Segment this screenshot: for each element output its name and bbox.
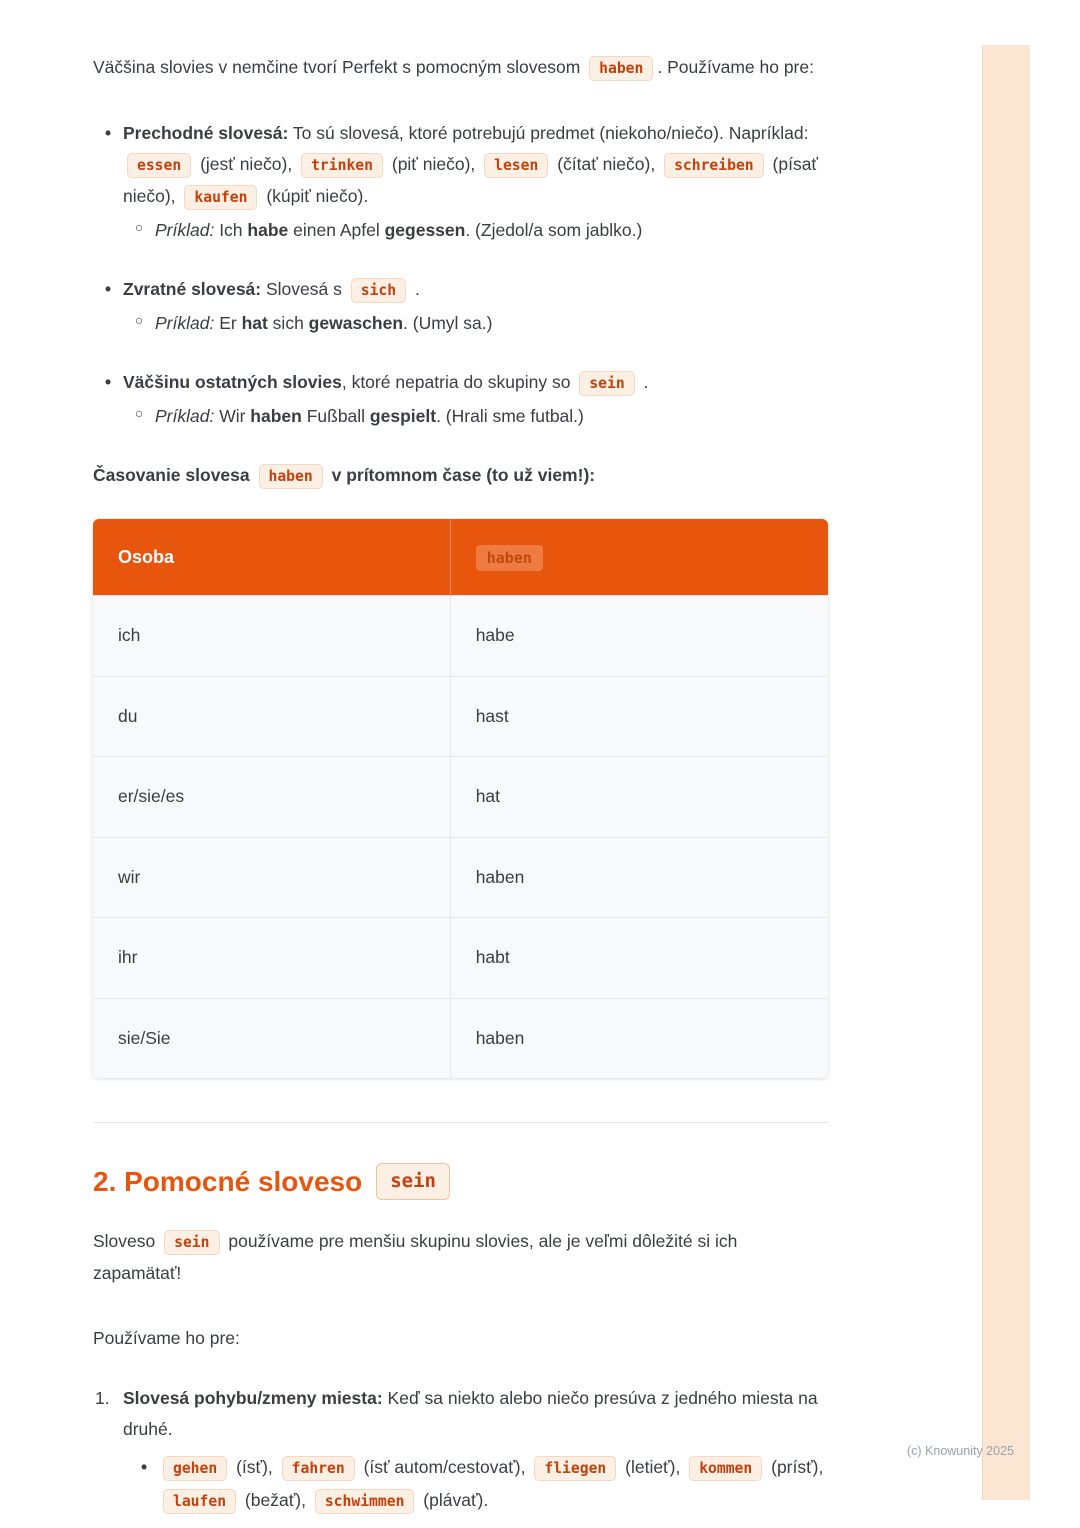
conjugation-table-wrap: [93, 519, 828, 1078]
verb-cell: haben: [450, 837, 828, 918]
table-row: [93, 918, 828, 999]
list-item: [93, 1383, 828, 1518]
code-badge: laufen: [163, 1489, 236, 1514]
sein-intro-paragraph: Sloveso sein používame pre menšiu skupinu slovies, ale je veľmi dôležité si ich zapamätať!: [93, 1231, 738, 1283]
code-badge: essen: [127, 153, 191, 178]
list-number: 1.: [95, 1387, 110, 1408]
list-item: [93, 367, 828, 433]
copyright-note: (c) Knowunity 2025: [906, 1444, 1014, 1458]
verb-cell: habt: [450, 918, 828, 999]
haben-usage-list: [93, 118, 828, 433]
verbs-sublist: [123, 1451, 828, 1518]
person-cell: du: [93, 676, 450, 757]
section-2-heading: [93, 1163, 828, 1200]
code-badge: schreiben: [664, 153, 764, 178]
code-badge: gehen: [163, 1456, 227, 1481]
list-item-text: • Zvratné slovesá: Slovesá s sich .: [123, 274, 828, 306]
verb-cell: habe: [450, 596, 828, 677]
code-badge: trinken: [301, 153, 383, 178]
code-badge: fahren: [282, 1456, 355, 1481]
usage-lead-paragraph: Používame ho pre:: [93, 1328, 240, 1349]
code-badge: sich: [351, 278, 406, 303]
list-item-text: Slovesá pohybu/zmeny miesta: Keď sa niekto alebo niečo presúva z jedného miesta na druhé.: [123, 1387, 818, 1440]
person-cell: ich: [93, 596, 450, 677]
list-item-text: • Prechodné slovesá: To sú slovesá, ktoré potrebujú predmet (niekoho/niečo). Napríklad: essen (jesť niečo), trinken (piť niečo), lesen (čítať niečo), schreiben (písať niečo), kaufen (kúpiť niečo).: [123, 118, 828, 213]
example-sublist: [123, 215, 828, 247]
sein-usage-list: [93, 1383, 828, 1518]
document-content: [93, 52, 828, 1517]
list-item-text: • Väčšinu ostatných slovies, ktoré nepatria do skupiny so sein .: [123, 367, 828, 399]
verb-cell: hast: [450, 676, 828, 757]
list-item: [93, 118, 828, 247]
code-badge: sein: [579, 371, 634, 396]
code-badge: schwimmen: [315, 1489, 415, 1514]
table-row: [93, 998, 828, 1078]
code-badge: haben: [259, 464, 323, 489]
person-cell: wir: [93, 837, 450, 918]
example-item: ○ Príklad: Wir haben Fußball gespielt. (Hrali sme futbal.): [123, 401, 828, 433]
table-header-row: [93, 519, 828, 596]
verb-cell: hat: [450, 757, 828, 838]
person-header-cell: Osoba: [93, 519, 450, 596]
section-divider: [93, 1122, 828, 1123]
verbs-example-item: • gehen (ísť), fahren (ísť autom/cestovať), fliegen (letieť), kommen (prísť), laufen (bežať), schwimmen (plávať).: [123, 1451, 828, 1518]
verb-header-cell: [450, 519, 828, 596]
conjugation-heading: Časovanie slovesa haben v prítomnom čase (to už viem!):: [93, 460, 828, 492]
table-row: [93, 757, 828, 838]
code-badge: kaufen: [184, 185, 257, 210]
table-row: [93, 837, 828, 918]
person-cell: er/sie/es: [93, 757, 450, 838]
person-cell: ihr: [93, 918, 450, 999]
verb-cell: haben: [450, 998, 828, 1078]
code-badge: haben: [589, 56, 653, 81]
code-badge: lesen: [484, 153, 548, 178]
example-item: ○ Príklad: Ich habe einen Apfel gegessen. (Zjedol/a som jablko.): [123, 215, 828, 247]
code-badge: sein: [164, 1230, 219, 1255]
example-sublist: [123, 401, 828, 433]
table-row: [93, 596, 828, 677]
code-badge: fliegen: [534, 1456, 616, 1481]
table-row: [93, 676, 828, 757]
code-badge: kommen: [689, 1456, 762, 1481]
example-sublist: [123, 308, 828, 340]
verb-header-badge: haben: [476, 545, 543, 571]
intro-paragraph: Väčšina slovies v nemčine tvorí Perfekt s pomocným slovesom haben . Používame ho pre:: [93, 52, 828, 84]
code-badge-sein: sein: [376, 1163, 450, 1200]
section-2-heading-text: 2. Pomocné sloveso: [93, 1165, 363, 1197]
conjugation-table: [93, 519, 828, 1078]
person-cell: sie/Sie: [93, 998, 450, 1078]
list-item: [93, 274, 828, 340]
side-margin-strip: [982, 45, 1030, 1500]
example-item: ○ Príklad: Er hat sich gewaschen. (Umyl sa.): [123, 308, 828, 340]
